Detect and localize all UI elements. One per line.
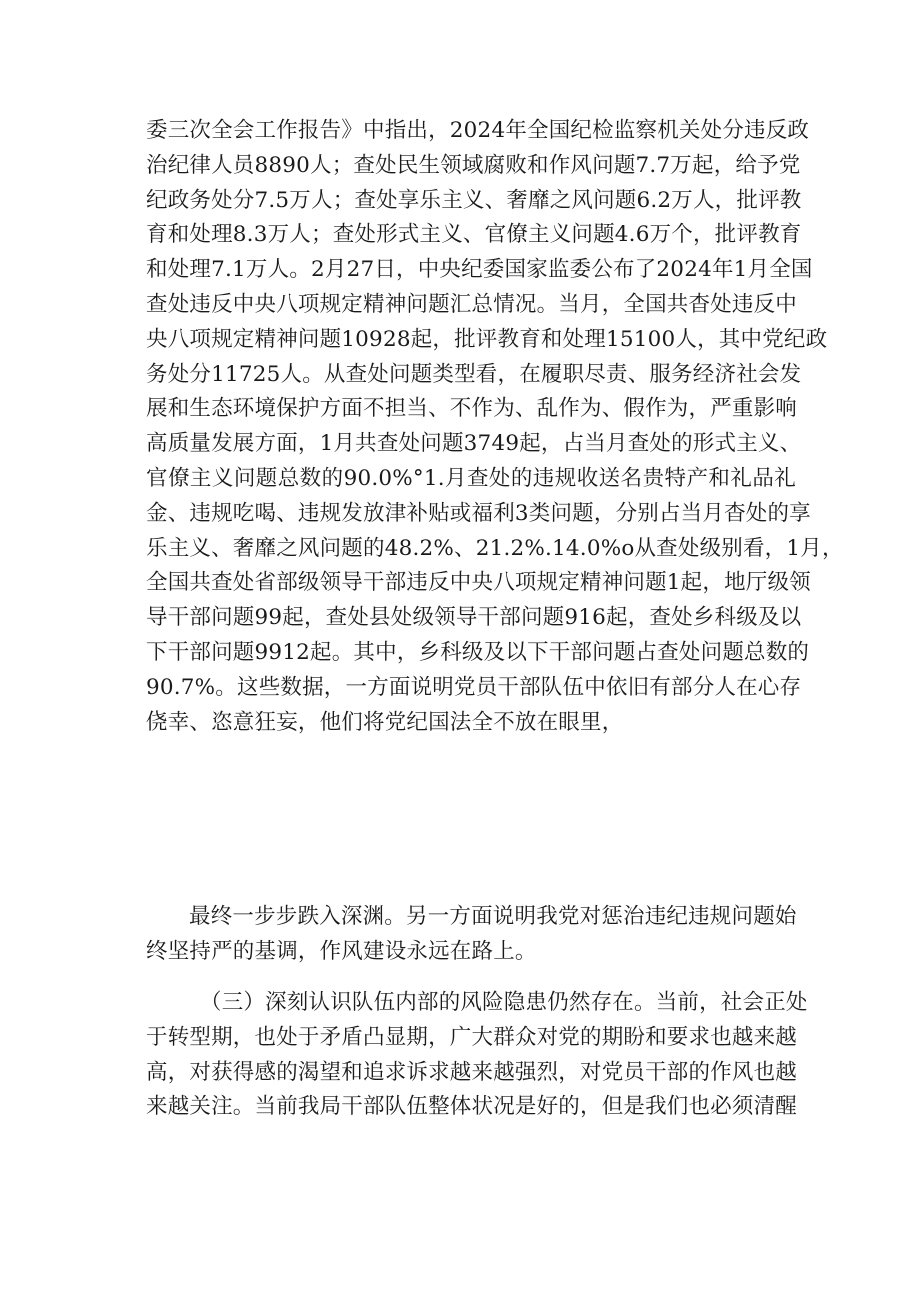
text-line: 90.7%。这些数据，一方面说明党员干部队伍中依旧有部分人在心存 — [146, 674, 802, 700]
text-line: 最终一步步跌入深渊。另一方面说明我党对惩治违纪违规问题始 — [189, 904, 797, 929]
text-line: 来越关注。当前我局干部队伍整体状况是好的，但是我们也必须清醒 — [146, 1094, 798, 1120]
text-line: 金、违规吃喝、违规发放津补贴或福利3类问题，分别占当月杳处的享 — [146, 500, 811, 526]
text-line: 全国共查处省部级领导干部违反中央八项规定精神问题1起，地厅级领 — [146, 570, 811, 596]
text-line: 和处理7.1万人。2月27日，中央纪委国家监委公布了2024年1月全国 — [146, 257, 813, 283]
text-line: 治纪律人员8890人；查处民生领域腐败和作风问题7.7万起，给予党 — [146, 152, 801, 178]
text-line: 展和生态环境保护方面不担当、不作为、乱作为、假作为，严重影响 — [146, 396, 798, 422]
text-line: 侥幸、恣意狂妄，他们将党纪国法全不放在眼里， — [146, 709, 624, 735]
text-line: 务处分11725人。从查处问题类型看，在履职尽责、服务经济社会发 — [146, 361, 802, 387]
text-line: 委三次全会工作报告》中指出，2024年全国纪检监察机关处分违反政 — [146, 118, 810, 143]
text-line: 纪政务处分7.5万人；查处享乐主义、奢靡之风问题6.2万人，批评教 — [146, 187, 802, 213]
text-line: 央八项规定精神问题10928起，批评教育和处理15100人，其中党纪政 — [146, 326, 828, 352]
text-line: 高质量发展方面，1月共查处问题3749起，占当月查处的形式主义、 — [146, 431, 802, 457]
text-line: 查处违反中央八项规定精神问题汇总情况。当月，全国共杳处违反中 — [146, 291, 798, 317]
text-line: 育和处理8.3万人；查处形式主义、官僚主义问题4.6万个，批评教育 — [146, 222, 802, 248]
section-heading-line: （三）深刻认识队伍内部的风险隐患仍然存在。当前，社会正处 — [200, 990, 808, 1015]
text-line: 高，对获得感的渴望和追求诉求越来越强烈，对党员干部的作风也越 — [146, 1059, 798, 1085]
paragraph-conclusion — [146, 900, 796, 970]
paragraph-statistics — [146, 114, 844, 740]
text-line: 下干部问题9912起。其中，乡科级及以下干部问题占查处问题总数的 — [146, 639, 810, 665]
paragraph-section-three — [146, 986, 808, 1125]
text-line: 于转型期，也处于矛盾凸显期，广大群众对党的期盼和要求也越来越 — [146, 1024, 798, 1050]
text-line: 终坚持严的基调，作风建设永远在路上。 — [146, 938, 537, 964]
text-line: 导干部问题99起，查处县处级领导干部问题916起，查处乡科级及以 — [146, 605, 802, 631]
text-line: 乐主义、奢靡之风问题的48.2%、21.2%.14.0%o从查处级别看，1月， — [146, 535, 844, 561]
text-line: 官僚主义问题总数的90.0%°1.月查处的违规收送名贵特产和礼品礼 — [146, 465, 796, 491]
